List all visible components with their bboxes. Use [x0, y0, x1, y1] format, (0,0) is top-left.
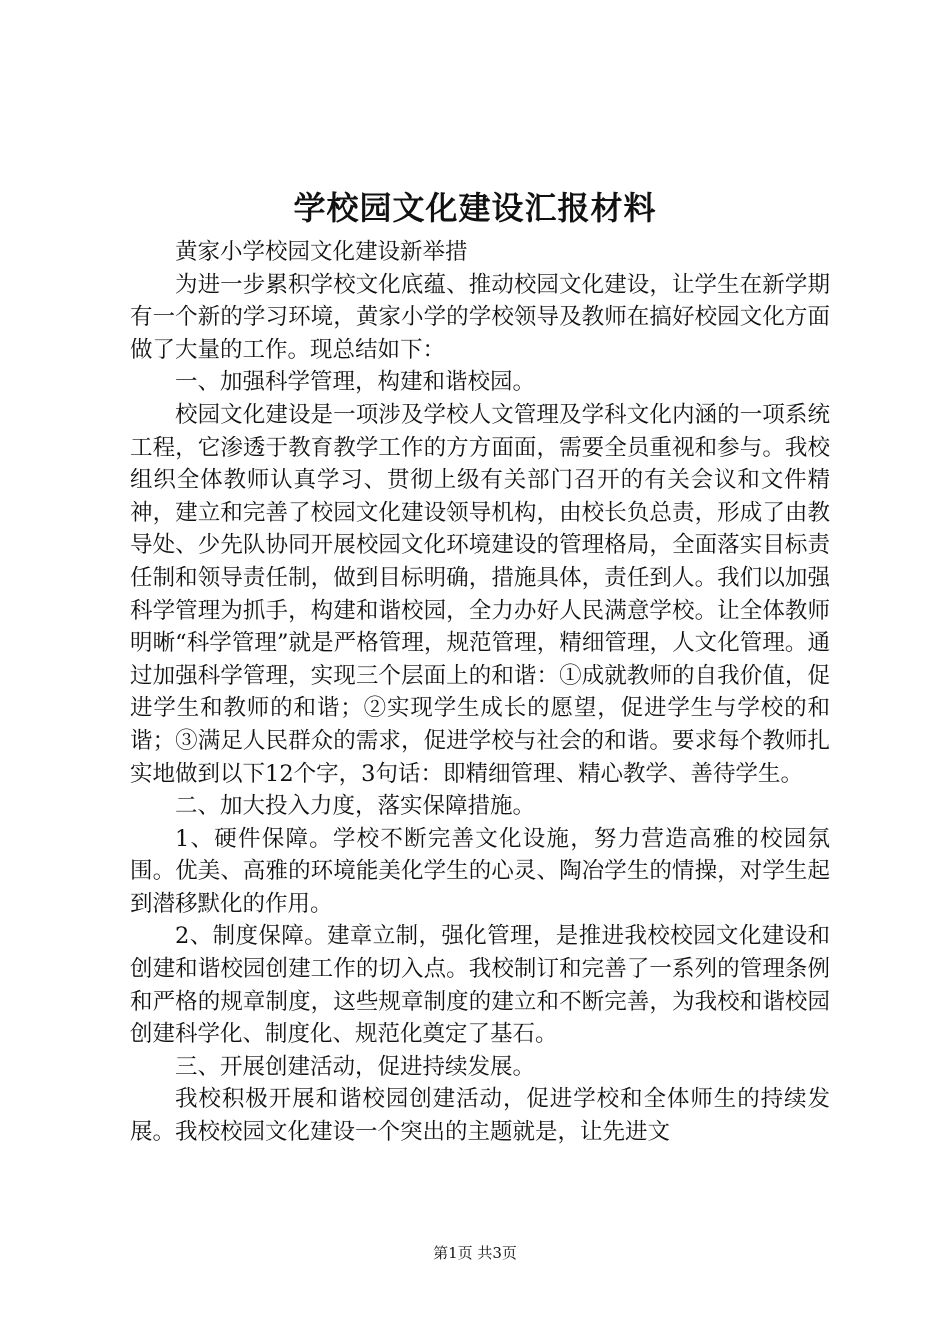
paragraph: 1、硬件保障。学校不断完善文化设施，努力营造高雅的校园氛围。优美、高雅的环境能美化学生的心灵、陶冶学生的情操，对学生起到潜移默化的作用。 — [130, 825, 830, 917]
page-footer: 第1页 共3页 — [433, 1244, 517, 1262]
document-body — [130, 236, 830, 1149]
paragraph: 为进一步累积学校文化底蕴、推动校园文化建设，让学生在新学期有一个新的学习环境，黄家小学的学校领导及教师在搞好校园文化方面做了大量的工作。现总结如下： — [130, 271, 830, 363]
paragraph: 2、制度保障。建章立制，强化管理，是推进我校校园文化建设和创建和谐校园创建工作的切入点。我校制订和完善了一系列的管理条例和严格的规章制度，这些规章制度的建立和不断完善，为我校和谐校园创建科学化、制度化、规范化奠定了基石。 — [130, 923, 830, 1048]
section-heading: 二、加大投入力度，落实保障措施。 — [175, 793, 536, 820]
paragraph: 校园文化建设是一项涉及学校人文管理及学科文化内涵的一项系统工程，它渗透于教育教学工作的方方面面，需要全员重视和参与。我校组织全体教师认真学习、贯彻上级有关部门召开的有关会议和文件精神，建立和完善了校园文化建设领导机构，由校长负总责，形成了由教导处、少先队协同开展校园文化环境建设的管理格局，全面落实目标责任制和领导责任制，做到目标明确，措施具体，责任到人。我们以加强科学管理为抓手，构建和谐校园，全力办好人民满意学校。让全体教师明晰“科学管理”就是严格管理，规范管理，精细管理，人文化管理。通过加强科学管理，实现三个层面上的和谐：①成就教师的自我价值，促进学生和教师的和谐；②实现学生成长的愿望，促进学生与学校的和谐；③满足人民群众的需求，促进学校与社会的和谐。要求每个教师扎实地做到以下12个字，3句话：即精细管理、精心教学、善待学生。 — [130, 401, 830, 787]
document-title: 学校园文化建设汇报材料 — [293, 189, 657, 227]
paragraph: 我校积极开展和谐校园创建活动，促进学校和全体师生的持续发展。我校校园文化建设一个突出的主题就是，让先进文 — [130, 1086, 830, 1146]
paragraph: 黄家小学校园文化建设新举措 — [175, 239, 468, 265]
section-heading: 一、加强科学管理，构建和谐校园。 — [175, 369, 536, 396]
section-heading: 三、开展创建活动，促进持续发展。 — [175, 1053, 536, 1080]
